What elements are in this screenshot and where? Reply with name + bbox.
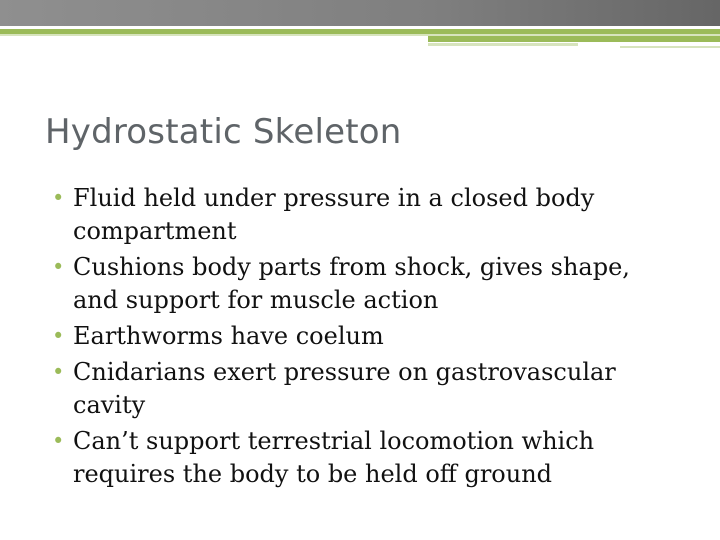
bullet-item [52,425,672,491]
green-accent-segment [428,36,720,42]
bullet-icon: • [52,255,65,279]
bullet-text: Fluid held under pressure in a closed body compartment [73,184,595,245]
bullet-text: Earthworms have coelum [73,322,384,350]
slide-title: Hydrostatic Skeleton [45,112,402,152]
bullet-item [52,182,672,248]
bullet-list [52,182,672,494]
bullet-item [52,356,672,422]
bullet-icon: • [52,360,65,384]
bullet-text: Can’t support terrestrial locomotion which requires the body to be held off ground [73,427,595,488]
light-green-accent-segment-right [620,46,720,48]
top-header-band [0,0,720,26]
bullet-text: Cushions body parts from shock, gives shape, and support for muscle action [73,253,630,314]
bullet-item [52,251,672,317]
bullet-icon: • [52,429,65,453]
bullet-icon: • [52,186,65,210]
bullet-icon: • [52,324,65,348]
bullet-text: Cnidarians exert pressure on gastrovascular cavity [73,358,616,419]
bullet-item [52,320,672,353]
light-green-accent-segment [428,43,578,46]
